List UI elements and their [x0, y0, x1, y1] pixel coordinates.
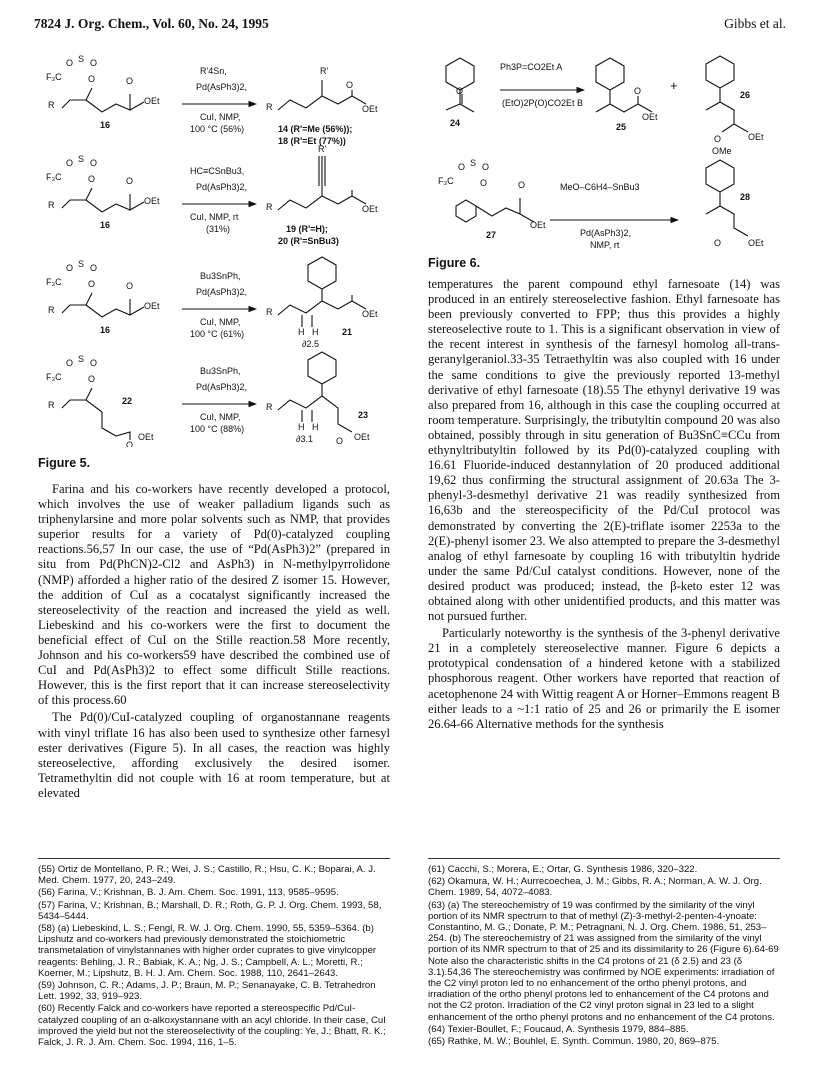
svg-text:F₃C: F₃C: [46, 277, 62, 287]
svg-text:16: 16: [100, 325, 111, 335]
svg-text:20 (R'=SnBu3): 20 (R'=SnBu3): [278, 236, 339, 246]
svg-text:O: O: [90, 263, 98, 273]
svg-text:Pd(AsPh3)2,: Pd(AsPh3)2,: [196, 382, 248, 392]
footnote-rule-left: [38, 858, 390, 859]
svg-text:F₃C: F₃C: [46, 372, 62, 382]
svg-text:Pd(AsPh3)2,: Pd(AsPh3)2,: [196, 287, 248, 297]
svg-text:H: H: [298, 327, 305, 337]
coupling-cond-2: NMP, rt: [590, 240, 620, 250]
svg-text:O: O: [66, 158, 74, 168]
reagent-A: Ph3P=CO2Et A: [500, 62, 563, 72]
svg-text:R: R: [48, 305, 55, 315]
nmr-shift: ∂2.5: [302, 339, 319, 349]
coupling-cond-1: Pd(AsPh3)2,: [580, 228, 632, 238]
svg-text:O: O: [480, 178, 488, 188]
reagent-B: (EtO)2P(O)CO2Et B: [502, 98, 584, 108]
svg-text:OEt: OEt: [642, 112, 658, 122]
svg-text:Pd(AsPh3)2,: Pd(AsPh3)2,: [196, 182, 248, 192]
svg-text:OEt: OEt: [354, 432, 370, 442]
svg-text:(31%): (31%): [206, 224, 231, 234]
svg-text:O: O: [714, 134, 722, 144]
svg-text:HC≡CSnBu3,: HC≡CSnBu3,: [190, 166, 245, 176]
footnote: (64) Texier-Boullet, F.; Foucaud, A. Synthesis 1979, 884–885.: [428, 1023, 689, 1035]
svg-text:CuI, NMP, rt: CuI, NMP, rt: [190, 212, 239, 222]
svg-text:R: R: [48, 200, 55, 210]
svg-text:F₃C: F₃C: [46, 172, 62, 182]
author-line: Gibbs et al.: [724, 16, 786, 31]
svg-text:R: R: [266, 102, 273, 112]
svg-text:O: O: [88, 374, 96, 384]
footnote: (59) Johnson, C. R.; Adams, J. P.; Braun, M. P.; Senanayake, C. B. Tetrahedron Lett. 1992, 33, 919–923.: [38, 980, 376, 1003]
right-column-text: [428, 277, 780, 732]
svg-text:O: O: [456, 86, 464, 96]
reagent-line-2: Pd(AsPh3)2,: [196, 82, 248, 92]
aryl-stannane: MeO–C6H4–SnBu3: [560, 182, 640, 192]
scheme-row-2: [46, 144, 378, 246]
scheme-row-4: [46, 352, 370, 447]
svg-text:22: 22: [122, 396, 133, 406]
svg-text:O: O: [66, 358, 74, 368]
svg-text:23: 23: [358, 410, 369, 420]
footnote: (58) (a) Liebeskind, L. S.; Fengl, R. W. J. Org. Chem. 1990, 55, 5359–5364. (b) Lipshutz and co-workers had previously demonstrated the stoichiometric transmetalation of vinylstannanes with higher order cuprates to give vinylcopper reagents: Behling, J. R.; Babiak, K. A.; Ng, J. S.; Campbell, A. L.; Moretti, R.; Koerner, M.; Lipshutz, B. H. J. Am. Chem. Soc. 1988, 110, 2641–2643.: [38, 923, 377, 979]
svg-text:OEt: OEt: [748, 132, 764, 142]
svg-text:21: 21: [342, 327, 353, 337]
svg-text:O: O: [126, 176, 134, 186]
paragraph: temperatures the parent compound ethyl farnesoate (14) was produced in an entirely stereoselective fashion. Ethyl farnesoate has been previously converted to FPP; thus this provides a highly stereoselective route to 1. This is a significant observation in view of the recent interest in synthesis of the farnesyl homolog all-trans-geranylgeraniol.33-35 Tetraethyltin was also coupled with 16 under the same conditions to give the previously reported 13-methyl derivative of ethyl farnesoate (18).55 The ethynyl derivative 19 was also prepared from 16, although in this case the coupling occurred at room temperature. Surprisingly, the tributyltin compound 20 was also obtained, possibly through in situ generation of Bu3SnC≡CCu from ethynyltributyltin followed by its Pd(0)-catalyzed coupling with 16.61 Fluoride-induced destannylation of 20 produced additional 19,62 thus confirming the structural assignment of 20.63a The 3-phenyl-3-desmethyl derivative 21 was readily synthesized from 16,63b and the stereospecificity of the Pd/CuI protocol was demonstrated by converting the 2(E)-triflate isomer 2253a to the 2(E)-phenyl isomer 23. We also attempted to prepare the 3-desmethyl analog of ethyl farnesoate by coupling 16 with tributyltin hydride under the same Pd/CuI catalyst conditions. However, none of the desired product was produced; instead, the β-keto ester 12 was obtained along with other unidentified products, and this matter was not pursued further.: [428, 277, 780, 624]
figure-5-scheme: [40, 52, 390, 447]
svg-text:S: S: [78, 354, 85, 364]
svg-text:O: O: [518, 180, 526, 190]
svg-text:S: S: [78, 259, 85, 269]
paragraph: Particularly noteworthy is the synthesis of the 3-phenyl derivative 21 in a completely stereoselective manner. Figure 6 depicts a prototypical condensation of a hindered ketone with a stabilized phosphorous reagent. Other workers have reported that reaction of acetophenone 24 with Wittig reagent A or Horner–Emmons reagent B either leads to a ~1:1 ratio of 25 and 26 or primarily the E isomer 26.64-66 Alternative methods for the synthesis: [428, 626, 780, 731]
svg-text:F₃C: F₃C: [46, 72, 62, 82]
reactant-label: 16: [100, 120, 111, 130]
svg-text:CuI, NMP,: CuI, NMP,: [200, 317, 241, 327]
figure-5-caption: Figure 5.: [38, 456, 91, 470]
svg-text:R: R: [266, 402, 273, 412]
footnote: (56) Farina, V.; Krishnan, B. J. Am. Chem. Soc. 1991, 113, 9585–9595.: [38, 887, 339, 899]
scheme-row-1: [46, 54, 378, 146]
product-label-2: 18 (R'=Et (77%)): [278, 136, 346, 146]
svg-text:O: O: [126, 440, 134, 447]
svg-text:O: O: [66, 263, 74, 273]
svg-text:H: H: [312, 422, 319, 432]
svg-text:R: R: [266, 202, 273, 212]
svg-text:R': R': [320, 66, 329, 76]
reagent-line-1: R'4Sn,: [200, 66, 227, 76]
svg-text:O: O: [90, 158, 98, 168]
plus-sign: +: [670, 78, 678, 93]
svg-text:O: O: [88, 74, 96, 84]
compound-25: 25: [616, 122, 627, 132]
svg-text:Bu3SnPh,: Bu3SnPh,: [200, 366, 241, 376]
svg-text:O: O: [88, 174, 96, 184]
svg-text:O: O: [458, 162, 466, 172]
scheme-row-3: [46, 257, 378, 349]
svg-text:O: O: [126, 76, 134, 86]
svg-text:O: O: [66, 58, 74, 68]
condition-line-2: 100 °C (56%): [190, 124, 245, 134]
svg-text:O: O: [336, 436, 344, 446]
footnotes-left: [38, 864, 390, 1049]
svg-text:R: R: [48, 400, 55, 410]
svg-text:F₃C: F₃C: [438, 176, 454, 186]
svg-text:O: O: [634, 86, 642, 96]
svg-text:16: 16: [100, 220, 111, 230]
condition-line-1: CuI, NMP,: [200, 112, 241, 122]
footnotes-right: [428, 864, 780, 1048]
svg-text:H: H: [312, 327, 319, 337]
svg-text:O: O: [90, 58, 98, 68]
svg-text:OEt: OEt: [144, 196, 160, 206]
footnote: (55) Ortiz de Montellano, P. R.; Wei, J. S.; Castillo, R.; Hsu, C. K.; Boparai, A. J. Med. Chem. 1977, 20, 243–249.: [38, 864, 376, 887]
svg-text:100 °C (61%): 100 °C (61%): [190, 329, 245, 339]
footnote-rule-right: [428, 858, 780, 859]
svg-text:Bu3SnPh,: Bu3SnPh,: [200, 271, 241, 281]
svg-text:R: R: [48, 100, 55, 110]
svg-text:R: R: [266, 307, 273, 317]
paragraph: The Pd(0)/CuI-catalyzed coupling of organostannane reagents with vinyl triflate 16 has also been used to synthesize other farnesyl ester derivatives (Figure 5). In all cases, the reaction was highly stereoselective, affording exclusively the desired isomer. Tetramethyltin did not couple with 16 at room temperature, but at elevated: [38, 710, 390, 800]
svg-text:CuI, NMP,: CuI, NMP,: [200, 412, 241, 422]
product-label-1: 14 (R'=Me (56%));: [278, 124, 353, 134]
compound-28: 28: [740, 192, 751, 202]
methoxy-label: OMe: [712, 146, 732, 156]
footnote: (57) Farina, V.; Krishnan, B.; Marshall, D. R.; Roth, G. P. J. Org. Chem. 1993, 58, 5434–5444.: [38, 899, 382, 922]
svg-text:O: O: [126, 281, 134, 291]
svg-text:100 °C (88%): 100 °C (88%): [190, 424, 245, 434]
svg-text:S: S: [78, 154, 85, 164]
svg-text:S: S: [470, 158, 477, 168]
svg-text:S: S: [78, 54, 85, 64]
footnote: (60) Recently Falck and co-workers have reported a stereospecific Pd/CuI-catalyzed coupling of an α-alkoxystannane with an acyl chloride. In their case, CuI improved the yield but not the stereoselectivity of the coupling: Ye, J.; Bhatt, R. K.; Falck, J. R. J. Am. Chem. Soc. 1994, 116, 1–5.: [38, 1003, 386, 1049]
svg-text:H: H: [298, 422, 305, 432]
svg-text:O: O: [346, 80, 354, 90]
svg-text:O: O: [714, 238, 722, 248]
running-header: [34, 16, 786, 34]
journal-citation: 7824 J. Org. Chem., Vol. 60, No. 24, 1995: [34, 16, 269, 31]
svg-text:OEt: OEt: [748, 238, 764, 248]
svg-text:R': R': [318, 144, 327, 154]
paragraph: Farina and his co-workers have recently developed a protocol, which involves the use of weaker palladium ligands such as triphenylarsine and more polar solvents such as NMP, that provides superior results for a variety of Pd(0)-catalyzed coupling reactions.56,57 In our case, the use of “Pd(AsPh3)2” (prepared in situ from Pd(PhCN)2-Cl2 and AsPh3) in N-methylpyrrolidone (NMP) afforded a higher ratio of the desired Z isomer 15. However, the addition of CuI as a cocatalyst significantly increased the stereoselectivity of the reaction and increased the yield as well. Liebeskind and his co-workers were the first to document the beneficial effect of CuI on the Stille reaction.58 More recently, Johnson and his co-workers59 have described the combined use of CuI and Pd(AsPh3)2 to effect some difficult Stille reactions. However, this is the first report that it can increase stereoselectivity of this process.60: [38, 482, 390, 708]
compound-24: 24: [450, 118, 461, 128]
svg-text:O: O: [482, 162, 490, 172]
svg-text:OEt: OEt: [138, 432, 154, 442]
svg-text:OEt: OEt: [144, 96, 160, 106]
svg-text:O: O: [90, 358, 98, 368]
footnote: (63) (a) The stereochemistry of 19 was confirmed by the similarity of the vinyl portion of its NMR spectrum to that of methyl (Z)-3-methyl-2-penten-4-ynoate: Constantino, M. G.; Donate, P. M.; Petragnani, N. J. Org. Chem. 1986, 51, 253–254. (b) The stereochemistry of 21 was assigned from the similarity of the vinyl portion of its NMR spectrum to that of 25 and its dissimilarity to 26 (Figure 6).64-69 Note also the characteristic shifts in the C4 protons of 21 (δ 2.5) and 23 (δ 3.1).54,36 The stereochemistry was confirmed by NOE experiments: irradiation of the C2 vinyl proton led to no enhancement of the ortho phenyl protons, and irradiation of the ortho phenyl protons led to enhancement of the C4 protons and not the C2 proton. Irradiation of the C2 vinyl proton signal in 23 led to a slight enhancement of the ortho phenyl protons and no enhancement of the C4 protons.: [428, 899, 779, 1023]
svg-text:O: O: [88, 279, 96, 289]
svg-text:OEt: OEt: [362, 309, 378, 319]
footnote: (61) Cacchi, S.; Morera, E.; Ortar, G. Synthesis 1986, 320–322.: [428, 864, 698, 875]
compound-27: 27: [486, 230, 497, 240]
footnote: (65) Rathke, M. W.; Bouhlel, E. Synth. Commun. 1980, 20, 869–875.: [428, 1036, 720, 1048]
compound-26: 26: [740, 90, 751, 100]
svg-text:OEt: OEt: [530, 220, 546, 230]
figure-6-scheme: [430, 50, 785, 250]
svg-text:OEt: OEt: [144, 301, 160, 311]
svg-text:19 (R'=H);: 19 (R'=H);: [286, 224, 328, 234]
footnote: (62) Okamura, W. H.; Aurrecoechea, J. M.; Gibbs, R. A.; Norman, A. W. J. Org. Chem. 1989, 54, 4072–4083.: [428, 876, 762, 899]
left-column-text: [38, 482, 390, 801]
svg-text:OEt: OEt: [362, 204, 378, 214]
figure-6-caption: Figure 6.: [428, 256, 481, 270]
svg-text:∂3.1: ∂3.1: [296, 434, 313, 444]
svg-text:OEt: OEt: [362, 104, 378, 114]
